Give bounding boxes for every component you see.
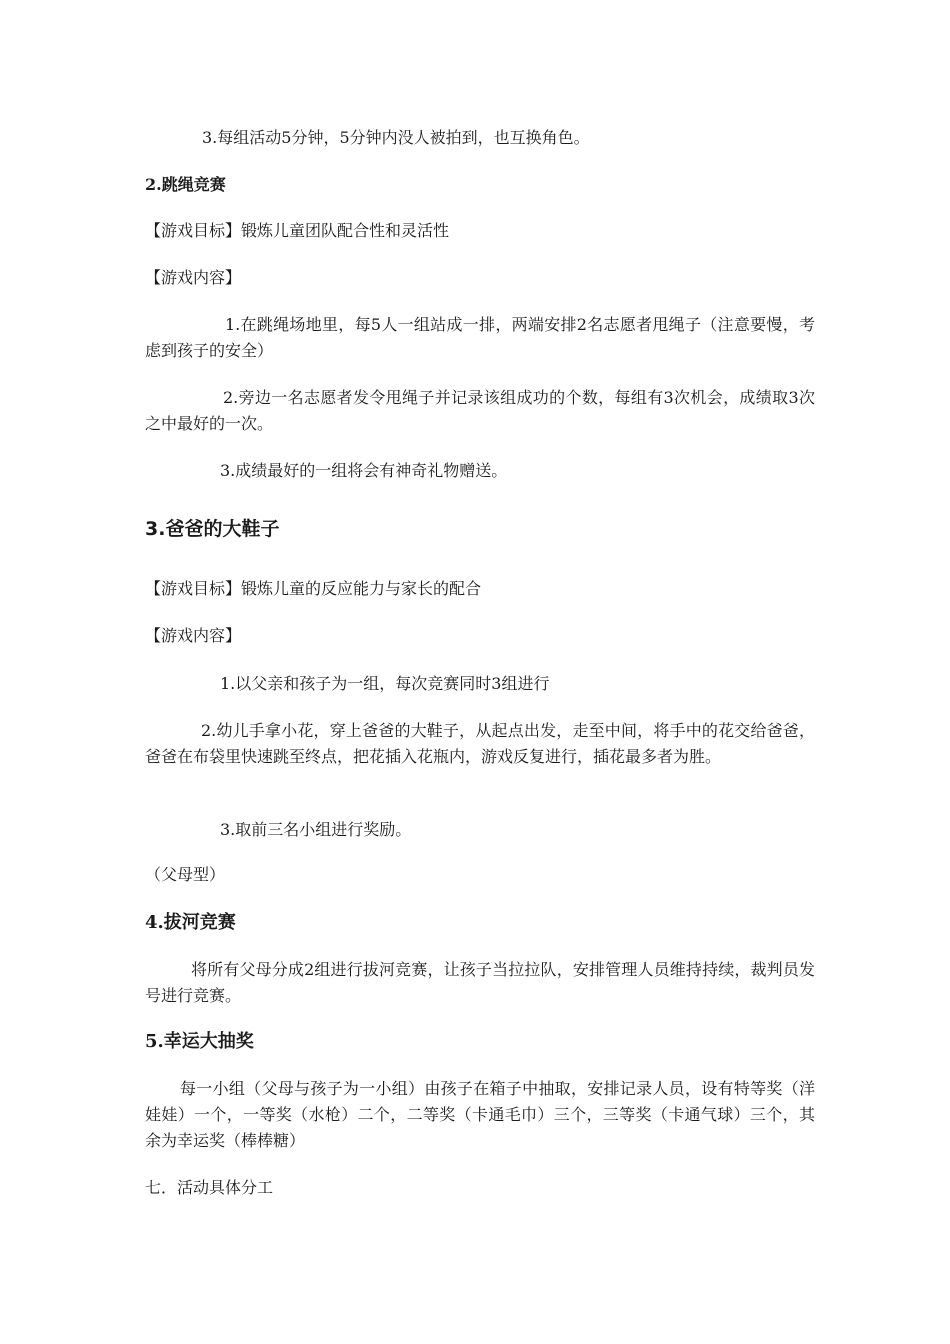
lucky-draw-paragraph: 每一小组（父母与孩子为一小组）由孩子在箱子中抽取，安排记录人员，设有特等奖（洋娃娃）一个，一等奖（水枪）二个，二等奖（卡通毛巾）三个，三等奖（卡通气球）三个，其余为幸运奖（棒棒糖） [145, 1079, 815, 1150]
heading-tug-of-war: 4.拔河竞赛 [145, 912, 236, 933]
section-seven-heading: 七．活动具体分工 [145, 1178, 274, 1197]
paragraph-tag-rule-3: 3.每组活动5分钟，5分钟内没人被拍到，也互换角色。 [202, 128, 590, 147]
heading-dads-big-shoes: 3.爸爸的大鞋子 [145, 518, 280, 540]
big-shoes-goal: 【游戏目标】锻炼儿童的反应能力与家长的配合 [145, 579, 482, 598]
jump-rope-item-3: 3.成绩最好的一组将会有神奇礼物赠送。 [220, 461, 508, 480]
jump-rope-item-1: 1.在跳绳场地里，每5人一组站成一排，两端安排2名志愿者甩绳子（注意要慢，考虑到孩子的安全） [145, 315, 815, 360]
heading-jump-rope: 2.跳绳竞赛 [145, 175, 226, 194]
jump-rope-content-label: 【游戏内容】 [145, 268, 242, 287]
tug-of-war-paragraph: 将所有父母分成2组进行拔河竞赛，让孩子当拉拉队，安排管理人员维持持续，裁判员发号进行竞赛。 [145, 960, 815, 1005]
heading-lucky-draw: 5.幸运大抽奖 [145, 1031, 254, 1052]
big-shoes-item-2: 2.幼儿手拿小花，穿上爸爸的大鞋子，从起点出发，走至中间，将手中的花交给爸爸，爸爸在布袋里快速跳至终点，把花插入花瓶内，游戏反复进行，插花最多者为胜。 [145, 721, 815, 766]
big-shoes-item-3: 3.取前三名小组进行奖励。 [220, 820, 412, 839]
big-shoes-content-label: 【游戏内容】 [145, 626, 242, 645]
jump-rope-goal: 【游戏目标】锻炼儿童团队配合性和灵活性 [145, 221, 450, 240]
big-shoes-item-1: 1.以父亲和孩子为一组，每次竞赛同时3组进行 [220, 674, 550, 693]
parent-type-note: （父母型） [145, 865, 226, 884]
jump-rope-item-2: 2.旁边一名志愿者发令甩绳子并记录该组成功的个数，每组有3次机会，成绩取3次之中最好的一次。 [145, 388, 815, 433]
